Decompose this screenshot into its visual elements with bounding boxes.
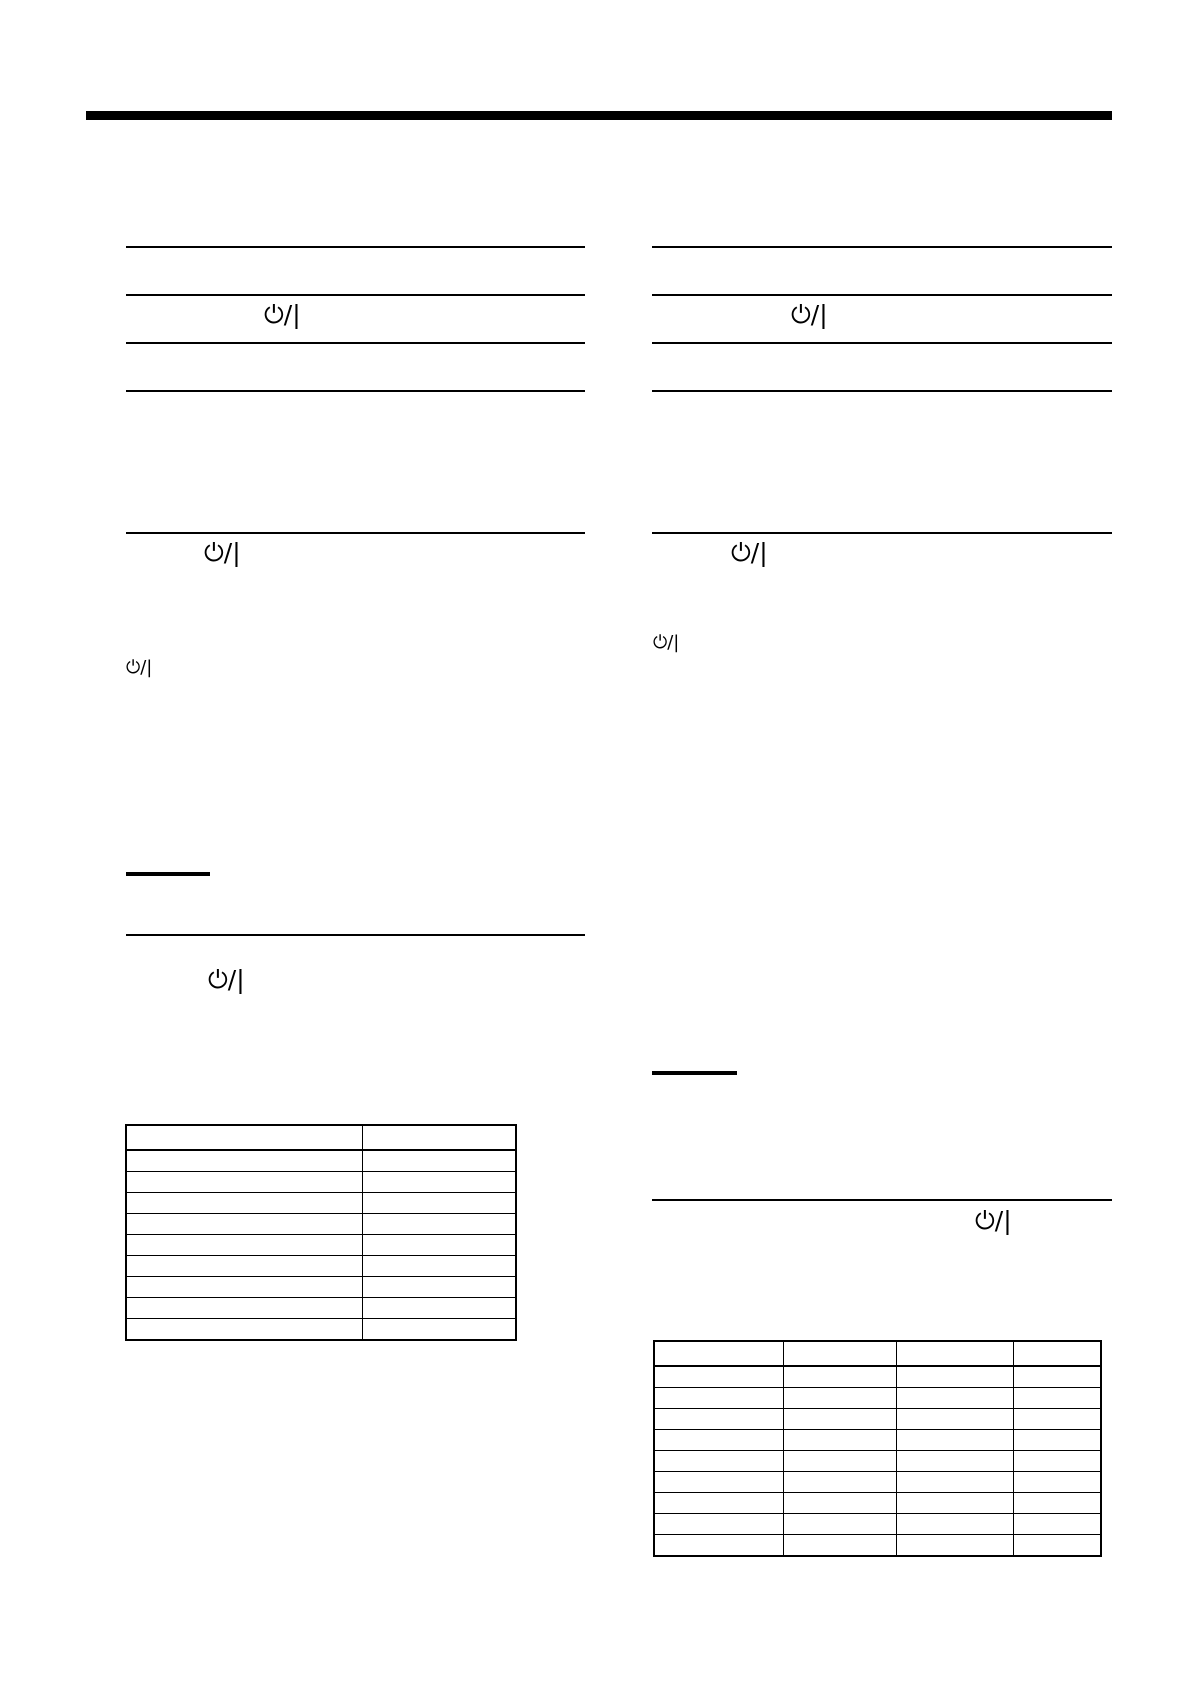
power-icon: ⏻/| xyxy=(208,965,245,994)
table-row xyxy=(654,1388,1101,1409)
table-cell xyxy=(363,1150,517,1172)
table-cell xyxy=(654,1388,784,1409)
table-row xyxy=(126,1277,516,1298)
right-rule-1 xyxy=(652,246,1112,248)
table-row xyxy=(126,1172,516,1193)
table-header-cell xyxy=(784,1341,897,1366)
table-cell xyxy=(897,1388,1014,1409)
left-rule-6 xyxy=(126,934,585,936)
table-cell xyxy=(654,1430,784,1451)
table-cell xyxy=(126,1235,363,1256)
table-row xyxy=(126,1214,516,1235)
left-rule-4 xyxy=(126,390,585,392)
table-cell xyxy=(654,1451,784,1472)
right-data-table xyxy=(653,1340,1102,1557)
table-cell xyxy=(784,1493,897,1514)
table-cell xyxy=(363,1256,517,1277)
power-icon: ⏻/| xyxy=(975,1206,1012,1235)
table-cell xyxy=(363,1172,517,1193)
left-rule-2 xyxy=(126,294,585,296)
table-cell xyxy=(126,1193,363,1214)
table-header-cell xyxy=(897,1341,1014,1366)
right-rule-2 xyxy=(652,294,1112,296)
table-cell xyxy=(1014,1514,1102,1535)
table-row xyxy=(126,1298,516,1319)
left-rule-1 xyxy=(126,246,585,248)
table-row xyxy=(654,1409,1101,1430)
power-icon: ⏻/| xyxy=(126,657,153,678)
table-cell xyxy=(126,1298,363,1319)
table-cell xyxy=(897,1514,1014,1535)
table-cell xyxy=(784,1535,897,1557)
table-cell xyxy=(126,1319,363,1341)
table-row xyxy=(126,1319,516,1341)
power-icon: ⏻/| xyxy=(653,632,680,653)
right-section-underline xyxy=(652,1071,737,1075)
left-data-table xyxy=(125,1124,517,1341)
table-row xyxy=(126,1193,516,1214)
table-cell xyxy=(1014,1430,1102,1451)
power-icon: ⏻/| xyxy=(264,300,301,329)
table-cell xyxy=(784,1409,897,1430)
power-icon: ⏻/| xyxy=(204,538,241,567)
power-icon: ⏻/| xyxy=(731,538,768,567)
table-cell xyxy=(784,1366,897,1388)
table-cell xyxy=(784,1430,897,1451)
table-header-cell xyxy=(1014,1341,1102,1366)
table-cell xyxy=(126,1277,363,1298)
table-cell xyxy=(363,1214,517,1235)
table-cell xyxy=(1014,1451,1102,1472)
table-cell xyxy=(654,1514,784,1535)
table-cell xyxy=(1014,1366,1102,1388)
page-header-bar xyxy=(86,111,1112,120)
left-rule-5 xyxy=(126,532,585,534)
table-cell xyxy=(1014,1388,1102,1409)
table-cell xyxy=(784,1388,897,1409)
table-header-cell xyxy=(126,1125,363,1150)
table-cell xyxy=(784,1451,897,1472)
left-rule-3 xyxy=(126,342,585,344)
table-cell xyxy=(654,1535,784,1557)
table-cell xyxy=(1014,1409,1102,1430)
right-rule-6 xyxy=(652,1199,1112,1201)
table-header-row xyxy=(126,1125,516,1150)
table-cell xyxy=(897,1409,1014,1430)
table-cell xyxy=(897,1366,1014,1388)
left-section-underline xyxy=(126,872,210,876)
table-cell xyxy=(897,1451,1014,1472)
table-row xyxy=(654,1514,1101,1535)
table-cell xyxy=(363,1193,517,1214)
table-cell xyxy=(654,1409,784,1430)
table-cell xyxy=(897,1535,1014,1557)
table-header-cell xyxy=(363,1125,517,1150)
table-cell xyxy=(126,1214,363,1235)
table-row xyxy=(126,1150,516,1172)
table-cell xyxy=(897,1493,1014,1514)
table-cell xyxy=(126,1150,363,1172)
table-row xyxy=(126,1235,516,1256)
table-cell xyxy=(363,1235,517,1256)
table-row xyxy=(654,1366,1101,1388)
table-cell xyxy=(126,1256,363,1277)
table-cell xyxy=(654,1493,784,1514)
table-row xyxy=(654,1451,1101,1472)
table-row xyxy=(654,1493,1101,1514)
table-row xyxy=(654,1535,1101,1557)
table-header-row xyxy=(654,1341,1101,1366)
right-rule-4 xyxy=(652,390,1112,392)
table-cell xyxy=(784,1514,897,1535)
table-cell xyxy=(363,1298,517,1319)
table-row xyxy=(654,1472,1101,1493)
table-row xyxy=(654,1430,1101,1451)
table-cell xyxy=(363,1319,517,1341)
table-header-cell xyxy=(654,1341,784,1366)
power-icon: ⏻/| xyxy=(791,300,828,329)
table-cell xyxy=(897,1430,1014,1451)
right-rule-5 xyxy=(652,532,1112,534)
table-cell xyxy=(363,1277,517,1298)
table-cell xyxy=(654,1366,784,1388)
table-cell xyxy=(1014,1493,1102,1514)
table-cell xyxy=(784,1472,897,1493)
right-rule-3 xyxy=(652,342,1112,344)
table-cell xyxy=(126,1172,363,1193)
table-cell xyxy=(654,1472,784,1493)
table-cell xyxy=(897,1472,1014,1493)
table-cell xyxy=(1014,1535,1102,1557)
table-row xyxy=(126,1256,516,1277)
table-cell xyxy=(1014,1472,1102,1493)
